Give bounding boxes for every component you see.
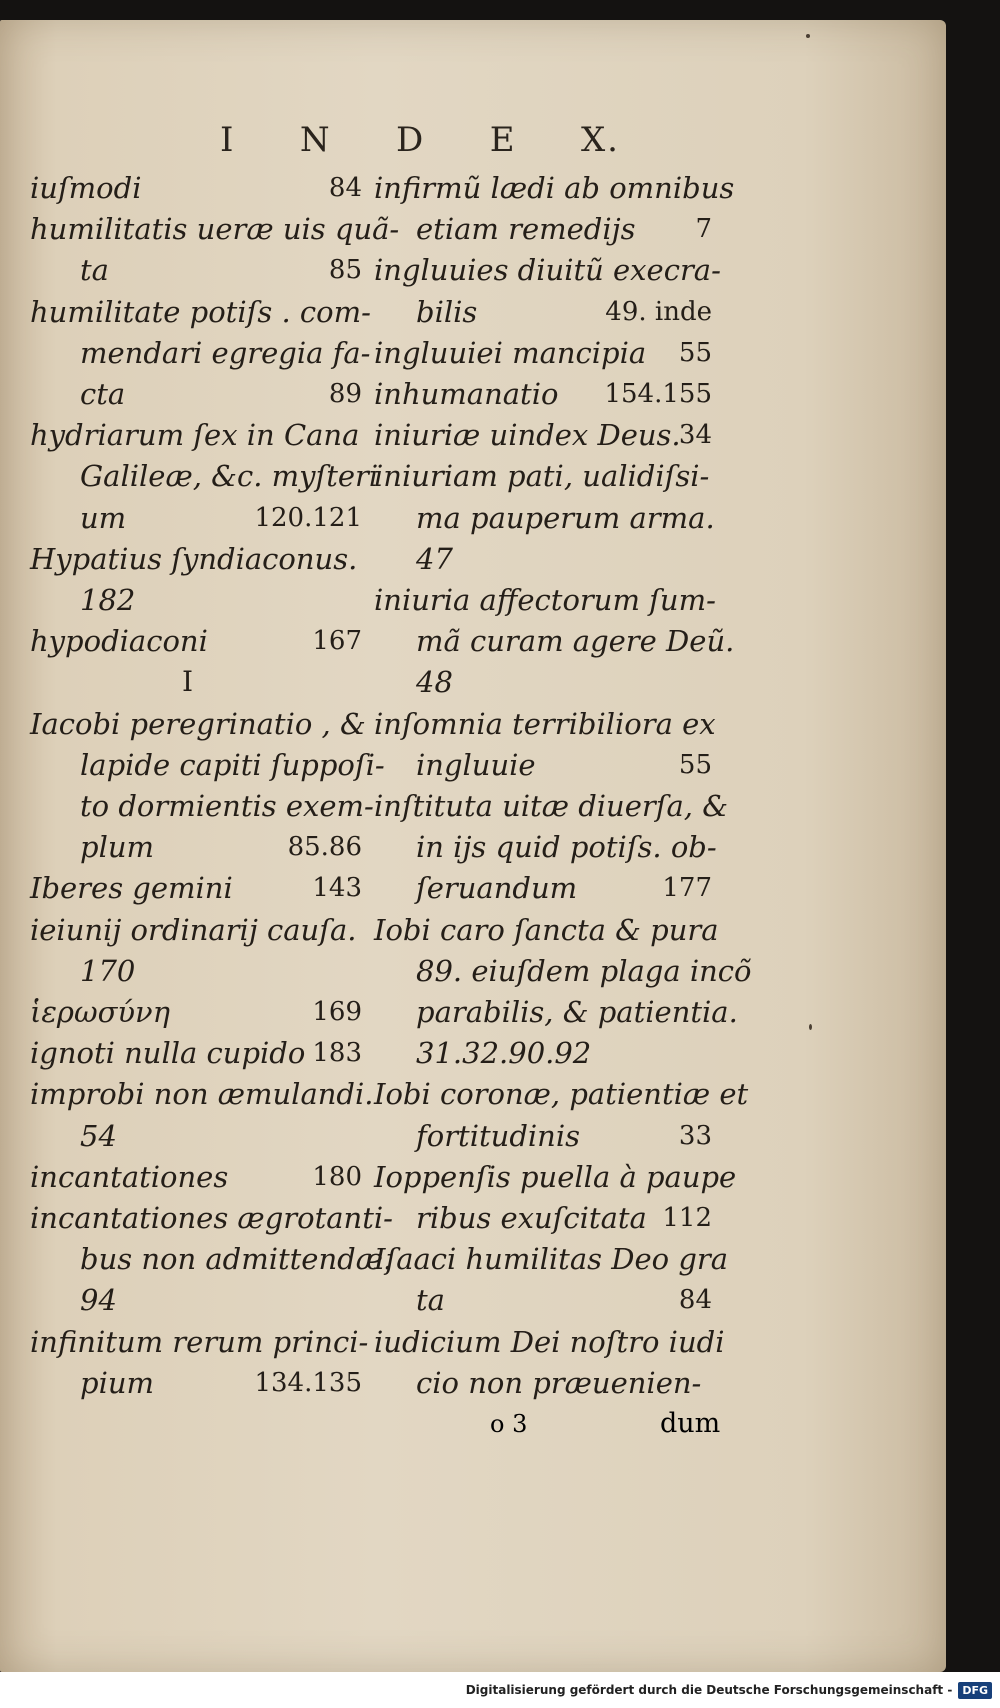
digitization-footer bbox=[0, 1672, 1000, 1708]
index-entry-text: fortitudinis bbox=[416, 1118, 580, 1153]
index-entry-text: 47 bbox=[416, 541, 453, 576]
index-entry-text: mendari egregia fa- bbox=[80, 335, 371, 370]
index-entry-text: 170 bbox=[80, 953, 136, 988]
footer-text: Digitalisierung gefördert durch die Deutsche Forschungsgemeinschaft - bbox=[465, 1683, 953, 1697]
heading-letter: E bbox=[489, 120, 517, 160]
index-page-number: 167 bbox=[312, 626, 362, 657]
index-page-number: 154.155 bbox=[604, 379, 712, 409]
index-entry-text: Iacobi peregrinatio , & bbox=[30, 706, 366, 741]
index-entry-text: ribus exuſcitata bbox=[416, 1201, 647, 1235]
index-page-number: 89 bbox=[328, 379, 362, 409]
index-entry-text: Ioppenſis puella à paupe bbox=[374, 1159, 737, 1194]
index-entry-text: ta bbox=[416, 1283, 445, 1318]
index-page-number: 85 bbox=[328, 255, 362, 286]
index-page-number: 169 bbox=[312, 997, 362, 1027]
index-page-number: 55 bbox=[678, 337, 712, 368]
heading-letter: I bbox=[220, 120, 236, 160]
index-entry-text: in ijs quid potiſs. ob- bbox=[416, 830, 717, 865]
index-entry-text: etiam remedijs bbox=[416, 212, 636, 247]
index-entry-text: inſtituta uitæ diuerſa, & bbox=[374, 789, 729, 823]
index-entry-text: iudicium Dei noſtro iudi bbox=[374, 1324, 725, 1359]
index-entry-text: infirmũ lædi ab omnibus bbox=[374, 171, 735, 205]
index-entry-text: infinitum rerum princi- bbox=[30, 1324, 369, 1359]
index-page-number: 134.135 bbox=[254, 1367, 362, 1398]
index-entry-text: bilis bbox=[416, 294, 478, 329]
index-entry-text: ignoti nulla cupido bbox=[30, 1036, 306, 1071]
index-entry-text: um bbox=[80, 500, 127, 535]
catchword: dum bbox=[660, 1408, 721, 1439]
paper-spot bbox=[809, 1024, 812, 1030]
index-entry-text: cio non præuenien- bbox=[416, 1365, 702, 1400]
heading-letter: D bbox=[396, 120, 426, 160]
signature-mark: o 3 bbox=[490, 1410, 528, 1438]
index-entry-text: iniuriæ uindex Deus. bbox=[374, 418, 681, 453]
index-entry-text: improbi non æmulandi. bbox=[30, 1077, 374, 1112]
index-entry-text: ingluuies diuitũ execra- bbox=[374, 253, 721, 288]
index-entry-text: I bbox=[182, 665, 194, 699]
index-entry-text: 94 bbox=[80, 1283, 117, 1318]
index-entry-text: 54 bbox=[80, 1118, 117, 1153]
index-entry-text: Iobi caro ſancta & pura bbox=[374, 912, 719, 947]
index-entry-text: hypodiaconi bbox=[30, 624, 208, 659]
index-entry-text: 182 bbox=[80, 583, 136, 617]
index-entry-text: iuſmodi bbox=[30, 171, 142, 205]
index-page-number: 177 bbox=[662, 873, 712, 904]
index-page-number: 84 bbox=[328, 173, 362, 203]
index-entry-text: ingluuie bbox=[416, 747, 536, 782]
index-entry-text: iniuria affectorum ſum- bbox=[374, 583, 716, 617]
index-entry-text: Iobi coronæ, patientiæ et bbox=[374, 1077, 749, 1112]
index-entry-text: humilitate potiſs . com- bbox=[30, 294, 371, 329]
index-page-number: 112 bbox=[662, 1203, 712, 1233]
index-entry-text: ſeruandum bbox=[416, 871, 578, 906]
index-entry-text: ma pauperum arma. bbox=[416, 500, 715, 535]
index-entry-text: pium bbox=[80, 1365, 155, 1400]
index-entry-text: bus non admittendæ. bbox=[80, 1242, 393, 1277]
index-page-number: 120.121 bbox=[254, 502, 362, 533]
index-entry-text: inſomnia terribiliora ex bbox=[374, 706, 716, 741]
index-entry-text: Hypatius ſyndiaconus. bbox=[30, 541, 358, 576]
index-page-number: 33 bbox=[678, 1120, 712, 1151]
index-page-number: 55 bbox=[678, 749, 712, 780]
index-entry-text: inhumanatio bbox=[374, 377, 559, 411]
index-entry-text: ingluuiei mancipia bbox=[374, 335, 647, 370]
index-heading bbox=[220, 112, 620, 168]
index-entry-text: ἱερωσύνη bbox=[30, 995, 171, 1029]
index-entry-text: humilitatis ueræ uis quã- bbox=[30, 212, 400, 247]
heading-letter: N bbox=[299, 120, 332, 160]
index-entry-text: Iberes gemini bbox=[30, 871, 233, 906]
index-page-number: 183 bbox=[312, 1038, 362, 1069]
index-page-number: 34 bbox=[678, 420, 712, 451]
index-entry-text: parabilis, & patientia. bbox=[416, 995, 738, 1029]
index-page-number: 7 bbox=[695, 214, 712, 245]
index-entry-text: 31.32.90.92 bbox=[416, 1036, 592, 1071]
index-entry-text: incantationes ægrotanti- bbox=[30, 1201, 393, 1235]
index-page-number: 49. inde bbox=[605, 296, 712, 327]
index-entry-text: lapide capiti ſuppoſi- bbox=[80, 747, 385, 782]
dfg-logo: DFG bbox=[958, 1682, 992, 1699]
index-entry-text: Galileæ, &c. myſteri bbox=[80, 459, 379, 494]
index-page-number: 143 bbox=[312, 873, 362, 904]
index-entry-text: to dormientis exem- bbox=[80, 789, 374, 823]
heading-letter: X. bbox=[580, 120, 620, 160]
index-entry-text: mã curam agere Deũ. bbox=[416, 624, 735, 659]
index-entry-text: ieiunij ordinarij cauſa. bbox=[30, 912, 357, 947]
index-entry-text: plum bbox=[80, 830, 155, 865]
index-page-number: 180 bbox=[312, 1161, 362, 1192]
index-entry-text: incantationes bbox=[30, 1159, 229, 1194]
page-content bbox=[0, 20, 946, 1672]
index-entry-text: 48 bbox=[416, 665, 453, 700]
index-entry-text: Iſaaci humilitas Deo gra bbox=[374, 1242, 729, 1277]
paper-spot bbox=[806, 34, 810, 38]
index-entry-text: ta bbox=[80, 253, 109, 288]
index-entry-text: cta bbox=[80, 377, 126, 411]
index-entry-text: 89. eiuſdem plaga incõ bbox=[416, 953, 752, 988]
index-page-number: 85.86 bbox=[287, 832, 362, 863]
index-entry-text: hydriarum ſex in Cana bbox=[30, 418, 360, 453]
index-entry-text: iniuriam pati, ualidiſsi- bbox=[374, 459, 710, 494]
book-page bbox=[0, 20, 946, 1672]
index-page-number: 84 bbox=[678, 1285, 712, 1316]
